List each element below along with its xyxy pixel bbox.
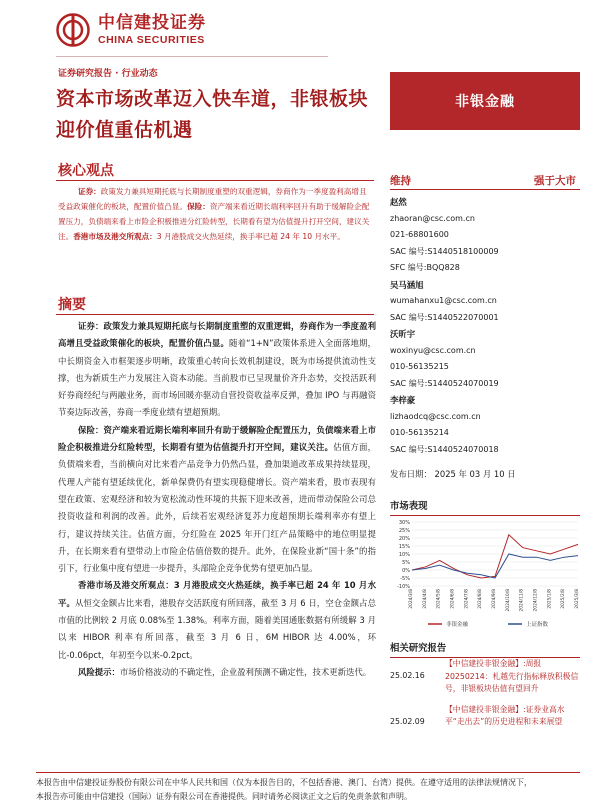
x-tick-label: 2024/4/8 — [422, 589, 428, 609]
publish-date: 发布日期： 2025 年 03 月 10 日 — [390, 469, 516, 479]
x-tick-label: 2024/5/8 — [436, 589, 442, 609]
sector-banner — [390, 72, 580, 130]
x-tick-label: 2024/6/8 — [450, 589, 456, 609]
analyst-sac: SAC 编号:S1440524070019 — [390, 378, 499, 388]
analyst-phone: 010-56135215 — [390, 362, 449, 371]
logo-name-en: CHINA SECURITIES — [98, 34, 205, 46]
x-tick-label: 2024/7/8 — [464, 589, 470, 609]
legend-label: 上证指数 — [526, 622, 549, 628]
analyst-email[interactable]: zhaoran@csc.com.cn — [390, 213, 475, 223]
series-line — [412, 535, 578, 578]
analyst-sac: SAC 编号:S1440522070001 — [390, 312, 499, 322]
x-tick-label: 2025/2/8 — [561, 589, 567, 609]
abstract-paragraph: 保险：资产端来看近期长端利率回升有助于缓解险企配置压力，负债端来看上市险企积极推进分红险转型，长期看有望为估值提升打开空间，建议关注。估值方面，负债端来看，当前横向对比来看产品竞争力仍然凸显，叠加渠道改革成果持续显现，代理人产能有望延续优化，新单保费仍有望实现稳健增长。资产端来看，股市表现有望在政策、宏观经济和较为宽松流动性环境的共振下迎来改善，进而带动保险公司总投资收益和利润的改善。此外，后续若宏观经济复苏力度超预期长端利率亦有望上行，建议持续关注。估值方面，分红险在 2025 年开门红产品策略中的地位明显提升，在长期来看有望带动上市险企估值倍数的提升。此外，在保险业新“国十条”的指引下，行业集中度有望进一步提升，头部险企竞争优势有望更加凸显。 — [58, 424, 377, 574]
company-logo — [56, 10, 206, 50]
y-tick-label: 10% — [398, 552, 410, 558]
related-link[interactable]: 【中信建投非银金融】:周报 20250214：札越先行指标释放积极信号，非银板块估值有望回升 — [445, 659, 579, 693]
disclaimer-line: 本报告亦可能由中信建投（国际）证券有限公司在香港提供。同时请务必阅读正文之后的免责条款和声明。 — [36, 792, 412, 800]
report-title: 资本市场改革迈入快车道，非银板块迎价值重估机遇 — [56, 88, 369, 141]
x-tick-label: 2024/12/8 — [533, 589, 539, 612]
x-tick-label: 2024/9/8 — [492, 589, 497, 609]
y-tick-label: 30% — [398, 520, 410, 526]
abstract-paragraph: 风险提示：市场价格波动的不确定性，企业盈利预测不确定性，技术更新迭代。 — [78, 666, 372, 677]
x-tick-label: 2024/8/8 — [478, 589, 484, 609]
x-tick-label: 2024/11/8 — [519, 589, 525, 612]
abstract-divider — [56, 314, 374, 315]
core-view-text: 证券：政策发力兼具短期托底与长期制度重塑的双重逻辑，券商作为一季度盈利高增且受益政策催化的板块，配置价值凸显。保险：资产端来看近期长端利率回升有助于缓解险企配置压力，负债端来看上市险企积极推进分红险转型，长期看有望为估值提升打开空间，建议关注。香港市场及港交所观点：3 月港股成交火热延续，换手率已超 24 年 10 月水平。 — [58, 187, 370, 241]
rating-label: 维持 — [390, 175, 411, 187]
analyst-name: 沃昕宇 — [390, 329, 416, 339]
core-view-divider — [56, 180, 374, 181]
analyst-list — [390, 194, 580, 458]
y-tick-label: 25% — [398, 528, 410, 534]
report-type: 证券研究报告 · 行业动态 — [58, 69, 158, 79]
analyst-sac: SAC 编号:S1440518100009 — [390, 246, 499, 256]
logo-mark-icon — [56, 13, 90, 47]
chart-title: 市场表现 — [390, 498, 580, 516]
abstract-paragraph: 证券：政策发力兼具短期托底与长期制度重塑的双重逻辑，券商作为一季度盈利高增且受益政策催化的板块，配置价值凸显。随着“1+N”政策体系进入全面落地期，中长期资金入市框架逐步明晰，政策重心转向长效机制建设，既为市场提供流动性支撑，也为新质生产力发展注入资本动能。当前股市已呈现量价齐升态势，交投活跃利好券商经纪与两融业务，而市场回暖亦驱动自营投资收益率反弹，叠加 IPO 与再融资节奏边际改善，券商一季度业绩有望超预期。 — [58, 321, 377, 418]
legend-label: 非银金融 — [446, 622, 469, 628]
related-list — [390, 658, 580, 737]
related-date: 25.02.09 — [390, 716, 425, 726]
logo-name-cn: 中信建投证券 — [98, 13, 206, 33]
y-tick-label: 5% — [402, 560, 410, 566]
y-tick-label: 20% — [398, 536, 410, 542]
disclaimer-line: 本报告由中信建投证券股份有限公司在中华人民共和国（仅为本报告目的，不包括香港、澳门、台湾）提供。在遵守适用的法律法规情况下， — [36, 778, 532, 787]
related-item[interactable] — [390, 658, 580, 696]
analyst-name: 吴马涵旭 — [390, 279, 424, 290]
analyst-sac: SAC 编号:S1440524070018 — [390, 444, 499, 454]
disclaimer — [36, 772, 580, 800]
analyst-phone: 021-68801600 — [390, 230, 449, 239]
y-tick-label: -10% — [397, 584, 410, 590]
series-line — [412, 554, 578, 578]
analyst-name: 赵然 — [390, 197, 407, 207]
related-item[interactable] — [390, 704, 580, 729]
related-date: 25.02.16 — [390, 671, 425, 680]
y-tick-label: 0% — [402, 568, 410, 574]
related-heading: 相关研究报告 — [390, 640, 580, 658]
x-tick-label: 2024/3/8 — [409, 589, 414, 609]
analyst-email[interactable]: wumahanxu1@csc.com.cn — [390, 296, 497, 305]
abstract-heading: 摘要 — [58, 297, 86, 313]
x-tick-label: 2025/1/8 — [547, 589, 553, 609]
y-tick-label: 15% — [398, 544, 410, 550]
analyst-email[interactable]: lizhaodcq@csc.com.cn — [390, 411, 481, 421]
abstract-body — [58, 318, 376, 681]
y-tick-label: -5% — [400, 576, 410, 582]
sector-label: 非银金融 — [455, 94, 515, 110]
related-link[interactable]: 【中信建投非银金融】:证券业高水平“走出去”的历史进程和未来展望 — [445, 704, 565, 726]
rating-header — [390, 170, 580, 190]
market-performance-chart — [388, 516, 582, 632]
abstract-paragraph: 香港市场及港交所观点：3 月港股成交火热延续，换手率已超 24 年 10 月水平。从恒交金额占比来看，港股存交活跃度有所回落，截至 3 月 6 日，空仓金额占总市值的比例较 2 月底 0.08%至 1.38%。利率方面，随着美国通胀数据有所缓解 3 月以来 HIBOR 利率有所回落，截至 3 月 6 日，6M HIBOR 达 4.00%，环比-0.06pct，年初至今以来-0.2pct。 — [58, 580, 376, 660]
core-view-heading: 核心观点 — [58, 163, 114, 179]
analyst-name: 李梓豪 — [390, 395, 416, 405]
analyst-sfc: SFC 编号:BQQ828 — [390, 263, 460, 272]
x-tick-label: 2025/3/8 — [575, 589, 580, 609]
analyst-email[interactable]: woxinyu@csc.com.cn — [390, 345, 476, 355]
rating-value: 强于大市 — [534, 175, 576, 187]
analyst-phone: 010-56135214 — [390, 428, 449, 437]
header-divider — [56, 56, 328, 57]
x-tick-label: 2024/10/8 — [505, 589, 511, 612]
